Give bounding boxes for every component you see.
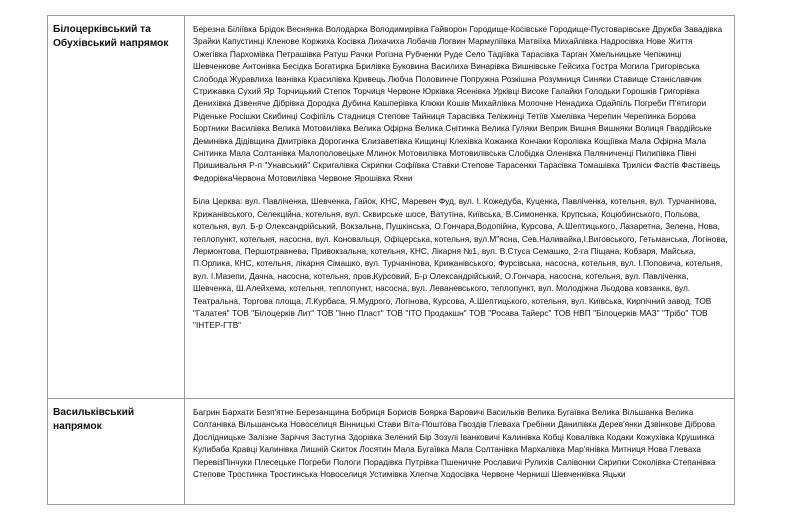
directions-table: [47, 15, 735, 505]
direction-label: Васильківський напрямок: [48, 399, 185, 505]
direction-content: [185, 399, 735, 505]
streets-list: Біла Церква: вул. Павліченка, Шевченка, Гайок, КНС, Маревен Фуд, вул. І. Кожедуба, Куценка, Павліченка, котельня, вул. Турчанінова, Крижанівського, Селекційна, котельня, вул. Сквирське шосе, Ватутіна, Київська, В.Симоненка, Крупська, Коцюбинського, Польова, котельня, вул. Б-р Олександрійський, Вокзальна, Пушкінська, О.Гончара,Водопійна, Курсова, А.Шептицького, Лазаретна, Зелена, Нова, теплопункт, котельня, насосна, вул. Коновальця, Офіцерська, котельня, вул.М"ясна, Сев.Наливайка,І.Виговського, Гетьманська, Логінова, Лермонтова, Першотравнева, Привокзальна, котельня, КНС, Лікарня №1, вул. В.Стуса Семашко, 2-га Піщана, Кобзаря, Майська, П.Орлика, КНС, котельня, лікарня Сімашко, вул. Турчанінова, Крижанівського, Фурсівська, насосна, котельня, вул. І.Поповича, котельня, вул. І.Мазепи, Дачна, насосна, котельня, пров.Курсовий, Б-р Олександрійський, О.Гончара, насосна, котельня, вул. Павліченка, Шевченка, Ш.Алейхема, котельня, теплопункт, насосна, вул. Леваневського, теплопункт, вул. Молодіжна Льодова ковзанка, вул. Театральна, Торгова площа, Л.Курбаса, Я.Мудрого, Логінова, Курсова, А.Шептицького, котельня, вул. Київська, Кирпічний завод, ТОВ "Галатея" ТОВ "Білоцерків Лит" ТОВ "Інно Пласт" ТОВ "ІТО Продакшн" ТОВ "Росава Тайерс" ТОВ НВП "Білоцерків МАЗ" "Трібо" ТОВ "ІНТЕР-ГТВ": [193, 196, 728, 331]
settlements-list: Березна Біліївка Брідок Веснянка Володарка Володимирівка Гайворон Городище-Косівське Городище-Пустоварівське Дружба Завадівка Зрайки Капустинці Кленове Коржиха Косівка Лихачиха Лобачів Логвин Мармуліївка Матвіїха Михайлівка Надросівка Нове Життя Ожегівка Пархомівка Петрашівка Ратуш Рачки Рогізна Рубченки Руде Село Тадіївка Тарасівка Тарган Хмельницьке Чепіжинці Шевченкове Антонівка Бесідка Богатирка Брилівка Буковина Василиха Винарівка Вишнівське Гейсиха Гостра Могила Григорівська Слобода Журавлиха Іванівка Красилівка Кривець Любча Половинче Попружна Розкішна Розумниця Синяки Ставище Станіславчик Стрижавка Сухий Яр Торчицький Степок Торчиця Червоне Юрківка Ясенівка Урківці Високе Галайки Голодьки Горошків Григорівка Денихівка Дзвеняче Дібрівка Дородка Дубина Кашперівка Клюки Кошів Михайлівка Молочне Ненадиха Одайпіль Погреби П'ятигори Ріденьке Росішки Скибинці Софіпіль Стадниця Степове Тайниця Тарасівка Теліжинці Тетіїв Хмелівка Черепин Черепинка Борова Бортники Василівка Велика Мотовилівка Велика Офірна Велика Снітинка Велика Гуляки Веприк Вишня Вишняки Волиця Гвардійське Деминівка Дідівщина Дмитрівка Дорогинка Єлизаветівка Кищинці Клехівка Кожанка Кончаки Королівка Кощіївка Мала Офірна Мала Снітинка Мала Солтанівка Малополовецьке Млинок Мотовилівка Мотовилівська Слобідка Оленівка Паляниченці Пилипівка Півні Пришивальня Р-п "Унавський" Скригалівка Скрипки Софіївка Ставки Степове Тарасенки Тарасівка Томашівка Триліси Фастів Фастівець ФедорівкаЧервона Мотовилівка Червоне Ярошівка Яхни: [193, 24, 723, 183]
table-row: [48, 399, 735, 505]
direction-content: [185, 16, 735, 399]
settlements-list: Багрин Бархати Безп'ятне Березанщина Бобриця Борисів Боярка Варовичі Васильків Велика Бугаївка Велика Вільшанка Велика Солтанівка Вільшанська Новоселиця Вінницькі Стави Віта-Поштова Гвоздів Глеваха Гребінки Данилівка Дерев'янки Дзвінкове Діброва Дослідницьке Залізне Заріччя Застугна Здорівка Зелений Бір Зозулі Іванковичі Калинівка Кобці Ковалівка Кодаки Кожухівка Крушинка Кулибаба Кравці Калинівка Лишній Скиток Лосятин Мала Бугаївка Мала Солтанівка Мархалівка Мар'янівка Митниця Нова Глеваха ПеревізПінчуки Плесецьке Погреби Пологи Порадівка Путрівка Пшеничне Рославичі Рулихів Салівонки Скрипки Соколівка Степанівка Степове Тростинка Тростинська Новоселиця Устимівка Хлепча Ходосівка Червоне Черниші Шевченківка Яцьки: [193, 407, 716, 480]
direction-label: Білоцерківський та Обухівський напрямок: [48, 16, 185, 399]
table-row: [48, 16, 735, 399]
